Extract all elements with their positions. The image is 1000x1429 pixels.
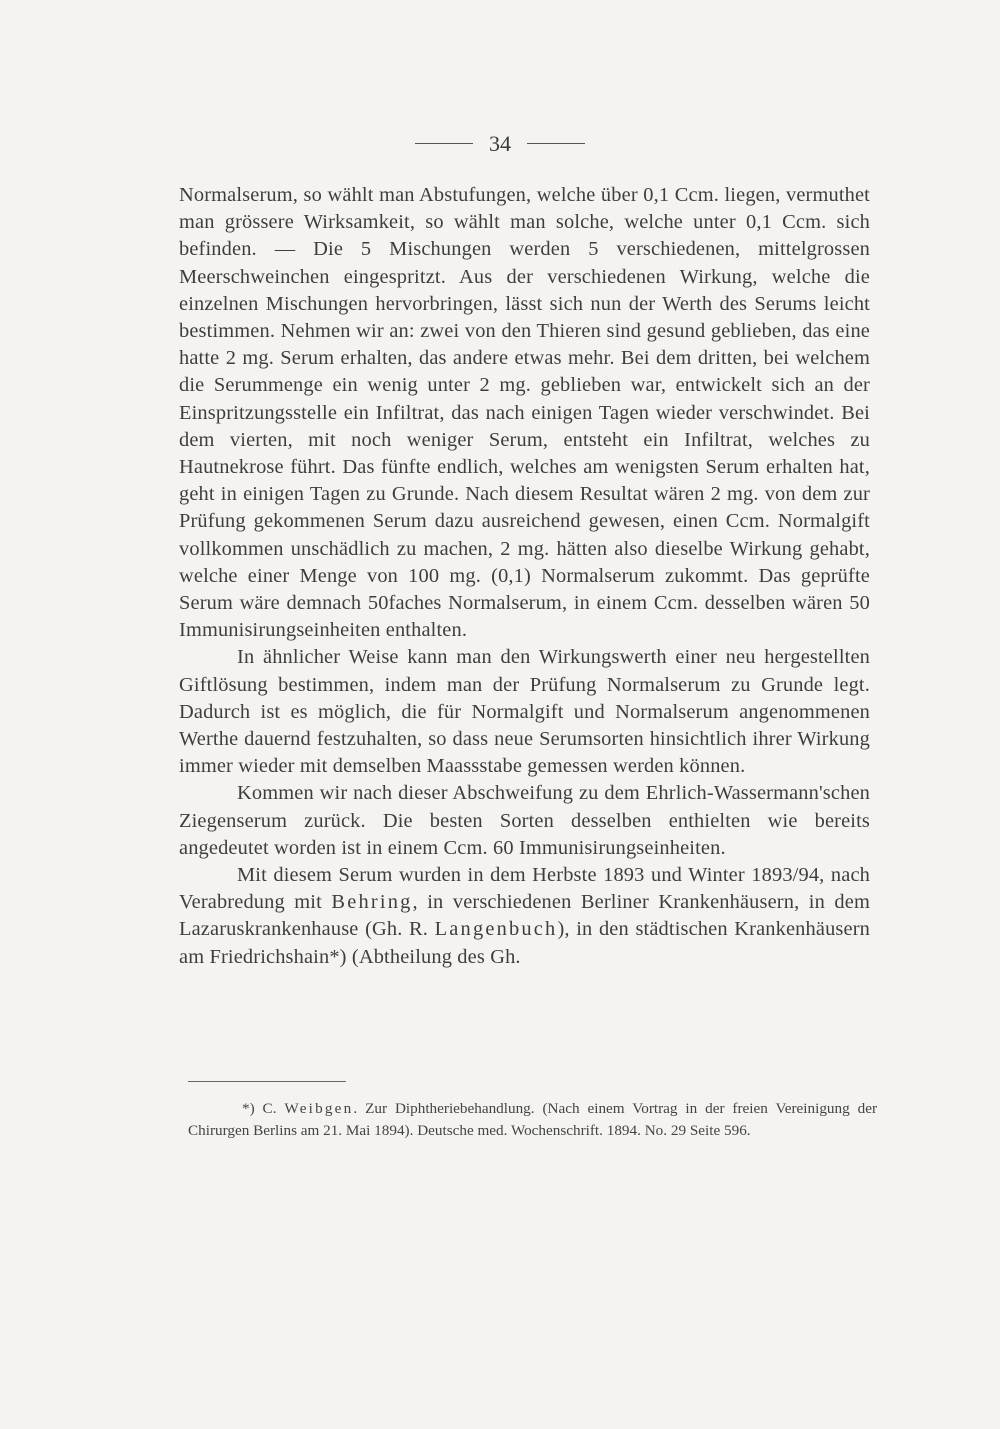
footnote-text: . Zur Diphtheriebehandlung. (Nach einem Vortrag in der freien Vereinigung der Chirurgen Berlins am 21. Mai 1894). Deutsche med. Wochenschrift. 1894. No. 29 Seite 596. [188,1100,878,1140]
page-number: 34 [489,131,511,156]
paragraph-1: Normalserum, so wählt man Abstufungen, welche über 0,1 Ccm. liegen, vermuthet man grössere Wirksamkeit, so wählt man solche, welche unter 0,1 Ccm. sich befinden. — Die 5 Mischungen werden 5 verschiedenen, mittelgrossen Meerschweinchen eingespritzt. Aus der verschiedenen Wirkung, welche die einzelnen Mischungen hervorbringen, lässt sich nun der Werth des Serums leicht bestimmen. Nehmen wir an: zwei von den Thieren sind gesund geblieben, das eine hatte 2 mg. Serum erhalten, das andere etwas mehr. Bei dem dritten, bei welchem die Serummenge ein wenig unter 2 mg. geblieben war, entwickelt sich an der Einspritzungsstelle ein Infiltrat, das nach einigen Tagen wieder verschwindet. Bei dem vierten, mit noch weniger Serum, entsteht ein Infiltrat, welches zu Hautnekrose führt. Das fünfte endlich, welches am wenigsten Serum erhalten hat, geht in einigen Tagen zu Grunde. Nach diesem Resultat wären 2 mg. von dem zur Prüfung gekommenen Serum dazu ausreichend gewesen, einen Ccm. Normalgift vollkommen unschädlich zu machen, 2 mg. hätten also dieselbe Wirkung gehabt, welche einer Menge von 100 mg. (0,1) Normalserum zukommt. Das geprüfte Serum wäre demnach 50faches Normalserum, in einem Ccm. desselben wären 50 Immunisirungseinheiten enthalten. [179,184,870,642]
paragraph-3: Kommen wir nach dieser Abschweifung zu dem Ehrlich-Wassermann'schen Ziegenserum zurück. Die besten Sorten desselben enthielten wie bereits angedeutet worden ist in einem Ccm. 60 Immunisirungseinheiten. [179,782,870,859]
paragraph-2: In ähnlicher Weise kann man den Wirkungswerth einer neu hergestellten Giftlösung bestimmen, indem man der Prüfung Normalserum zu Grunde legt. Dadurch ist es möglich, die für Normalgift und Normalserum angenommenen Werthe dauernd festzuhalten, so dass neue Serumsorten hinsichtlich ihrer Wirkung immer wieder mit demselben Maassstabe gemessen werden können. [179,646,870,778]
paragraph-4-name-behring: Behring [331,891,413,914]
footnote-paragraph [188,1098,877,1143]
footnote-author: Weibgen [284,1100,354,1117]
page-header [0,131,1000,161]
footnote-marker: *) C. [242,1100,285,1117]
paragraph-4 [179,862,870,971]
footnote [188,1098,877,1143]
header-dash-left [415,143,473,144]
paragraph-4-part-1: Mit diesem Serum wurden in dem Herbste 1893 und Winter 1893/94, nach Verabredung mit [179,864,870,914]
footnote-rule [188,1081,346,1082]
header-dash-right [527,143,585,144]
paragraph-4-name-langenbuch: Langenbuch [434,918,558,941]
paragraph-4-part-3: ), in den städtischen Krankenhäusern am Friedrichshain*) (Abtheilung des Gh. [179,918,870,968]
paragraph-4-part-2: , in verschiedenen Berliner Krankenhäusern, in dem Lazaruskrankenhause (Gh. R. [179,891,870,941]
body-text [179,182,870,971]
